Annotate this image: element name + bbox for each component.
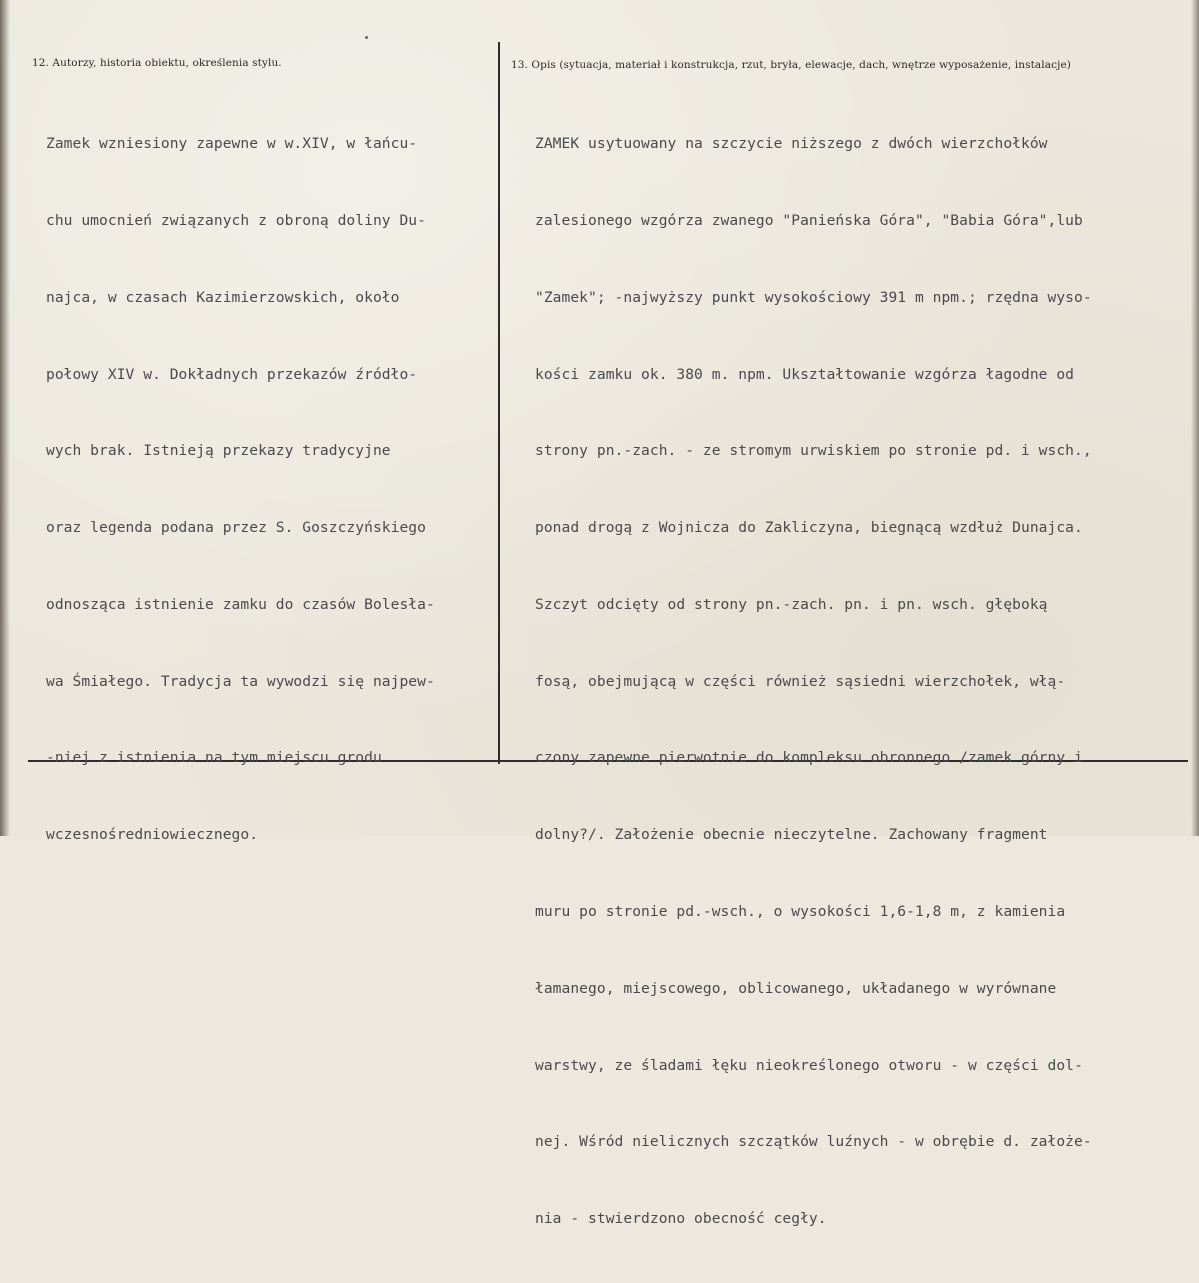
section-13-heading: 13. Opis (sytuacja, materiał i konstrukcja, rzut, bryła, elewacje, dach, wnętrze wyposażenie, instalacje) <box>511 59 1071 71</box>
section-13-line: ponad drogą z Wojnicza do Zakliczyna, biegnącą wzdłuż Dunajca. <box>535 519 1083 537</box>
section-13-line: kości zamku ok. 380 m. npm. Ukształtowanie wzgórza łagodne od <box>535 365 1075 383</box>
section-12-text <box>46 80 435 899</box>
section-12-line: Zamek wzniesiony zapewne w w.XIV, w łańcu- <box>46 135 418 153</box>
section-13-line: warstwy, ze śladami łęku nieokreślonego otworu - w części dol- <box>535 1056 1083 1074</box>
section-12-line: oraz legenda podana przez S. Goszczyńskiego <box>46 519 426 537</box>
scan-edge-left <box>0 0 10 836</box>
section-12-line: połowy XIV w. Dokładnych przekazów źródło- <box>46 365 418 383</box>
section-13-text <box>535 80 1092 1283</box>
section-13-line: zalesionego wzgórza zwanego "Panieńska Góra", "Babia Góra",lub <box>535 211 1083 229</box>
section-13-line: Szczyt odcięty od strony pn.-zach. pn. i pn. wsch. głęboką <box>535 595 1048 613</box>
section-13-line: ZAMEK usytuowany na szczycie niższego z dwóch wierzchołków <box>535 135 1048 153</box>
section-12-line: najca, w czasach Kazimierzowskich, około <box>46 288 400 306</box>
section-12-line: wa Śmiałego. Tradycja ta wywodzi się najpew- <box>46 672 435 690</box>
section-13-line: muru po stronie pd.-wsch., o wysokości 1,6-1,8 m, z kamienia <box>535 903 1066 920</box>
section-13-line: nia - stwierdzono obecność cegły. <box>535 1210 827 1228</box>
scan-edge-right <box>1191 0 1199 836</box>
section-12-line: chu umocnień związanych z obroną doliny Du- <box>46 211 426 229</box>
section-13-line: fosą, obejmującą w części również sąsiedni wierzchołek, włą- <box>535 672 1066 690</box>
section-12-line: -niej z istnienia na tym miejscu grodu <box>46 749 382 767</box>
section-13-line: dolny?/. Założenie obecnie nieczytelne. Zachowany fragment <box>535 826 1048 844</box>
ink-speck <box>365 36 368 39</box>
section-13-line: nej. Wśród nielicznych szczątków luźnych - w obrębie d. założe- <box>535 1133 1092 1151</box>
section-13-line: strony pn.-zach. - ze stromym urwiskiem po stronie pd. i wsch., <box>535 442 1092 460</box>
section-13-line: "Zamek"; -najwyższy punkt wysokościowy 391 m npm.; rzędna wyso- <box>535 288 1092 306</box>
column-divider <box>498 42 500 764</box>
section-13-line: czony zapewne pierwotnie do kompleksu obronnego /zamek górny i <box>535 749 1083 767</box>
section-12-heading: 12. Autorzy, historia obiektu, określenia stylu. <box>32 57 282 69</box>
section-12-line: wych brak. Istnieją przekazy tradycyjne <box>46 442 391 460</box>
section-12-line: odnosząca istnienie zamku do czasów Bolesła- <box>46 595 435 613</box>
section-12-line: wczesnośredniowiecznego. <box>46 826 259 844</box>
section-13-line: łamanego, miejscowego, oblicowanego, układanego w wyrównane <box>535 979 1057 997</box>
